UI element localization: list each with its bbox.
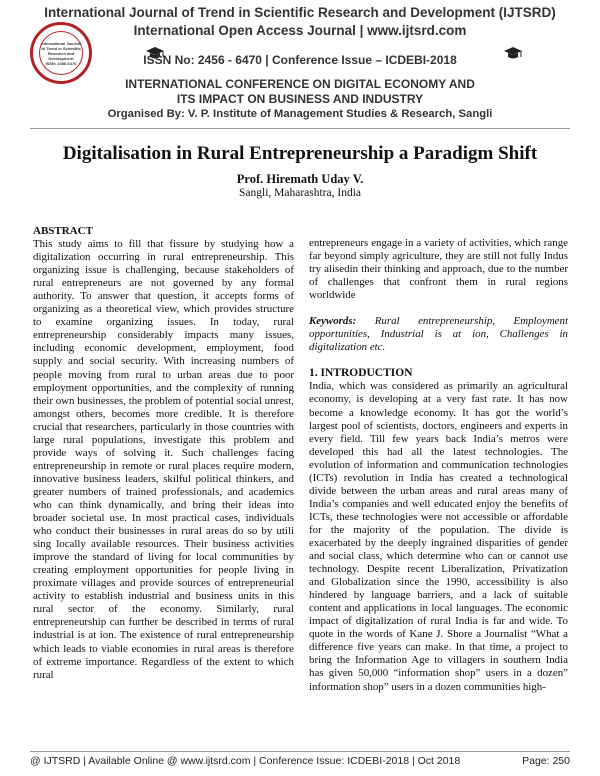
keywords-text: Rural entrepreneurship, Employment opportunities, Industrial is at ion, Challenges in digitalization etc.	[309, 315, 568, 354]
page-footer	[30, 755, 570, 767]
paper-title: Digitalisation in Rural Entrepreneurship a Paradigm Shift	[62, 143, 538, 164]
footer-citation: @ IJTSRD | Available Online @ www.ijtsrd.com | Conference Issue: ICDEBI-2018 | Oct 2018	[30, 755, 461, 767]
introduction-heading: 1. INTRODUCTION	[309, 367, 413, 380]
author-affiliation: Sangli, Maharashtra, India	[239, 187, 361, 199]
journal-subtitle: International Open Access Journal | www.ijtsrd.com	[133, 23, 467, 38]
paper-author: Prof. Hiremath Uday V.	[236, 172, 364, 186]
organiser-line: Organised By: V. P. Institute of Management Studies & Research, Sangli	[107, 108, 493, 120]
conference-title-line1: INTERNATIONAL CONFERENCE ON DIGITAL ECONOMY AND	[125, 77, 475, 91]
keywords	[309, 315, 568, 354]
right-column	[309, 237, 568, 694]
logo-text-1: International Journal	[41, 40, 81, 46]
logo-text-2: of Trend in Scientific	[41, 45, 81, 51]
journal-name: International Journal of Trend in Scientific Research and Development (IJTSRD)	[44, 5, 556, 20]
graduation-cap-icon	[503, 46, 523, 60]
logo-text-5: ISSN: 2456-6470	[45, 60, 77, 66]
issn-conference-line: ISSN No: 2456 - 6470 | Conference Issue – ICDEBI-2018	[143, 53, 457, 67]
introduction-text: India, which was considered as primarily an agricultural economy, is developing at a very fast rate. It has now become a knowledge economy. It has got the world’s largest pool of scientists, doctors, engineers and experts in every field. Till few years back India’s metros were developed this had all the latest technologies. The evolution of information and communication technologies (ICTs) revolution in India has created a technological divide between the urban areas and rural areas many of India’s companies and well educated enjoy the benefits of ICTs, these technologies were not accessible or affordable for the majority of the population. The divide is exacerbated by the deeply ingrained disparities of gender and social class, which determine who can or cannot use technology. Despite recent Liberalization, Privatization and Globalization since the 1990, accessibility is also hindered by language barriers, and a lack of suitable content and applications in local languages. The economic impact of digitalization of rural India is far and wide. To quote in the words of Kane J. Shore a Journalist “What a difference five years can make. In that time, a project to bring the Information Age to villagers in southern India has given 50,000 “information shop” users in a dozen” information shop” users in a dozen communities high-	[309, 380, 568, 693]
abstract-text: This study aims to fill that fissure by studying how a digitalization occurring in rural entrepreneurship. This organizing issue is challenging, because stakeholders of rural entrepreneurs are not governed by any formal authority. To answer that question, it accepts forms of organizing as a theoretical view, which provides structure to examine organizing issues. In today, rural entrepreneurship considerably impacts many issues, including economic development, employment, food supply and social security. With increasing numbers of people moving from rural to urban areas due to poor employment opportunities, and the complexity of running their own businesses, the problem of potential social unrest, amongst others, becomes more credible. It is therefore crucial that researchers, particularly in those countries with large rural populations, investigate this problem and provide ways of solving it. Such challenges facing entrepreneurship in remote or rural places require modern, innovative business leaders, skilful political thinkers, and greater numbers of trained professionals, and academics who can think dynamically, and bring their ideas into broader societal use. In most practical cases, individuals who conduct their businesses in rural areas do so by utili sing locally available resources. Their business activities improve the standard of living for local communities by creating employment opportunities for people living in proximate villages and provide sources of entrepreneurial activity to establish industrial and business units in this rural sector of the economy. Similarly, rural entrepreneurship can further be described in terms of rural industrial is at ion. The existence of rural entrepreneurship which leads to viable economies in rural areas is therefore of extreme importance. Regardless of the extent to which rural	[33, 238, 294, 681]
page-number: Page: 250	[522, 755, 570, 767]
abstract-heading: ABSTRACT	[33, 225, 93, 237]
logo-text-4: Development	[48, 55, 74, 61]
logo-text-3: Research and	[47, 50, 75, 56]
footer-divider	[30, 751, 570, 752]
abstract-continued: entrepreneurs engage in a variety of activities, which range far beyond simply agriculture, they are still not fully Indus try alisedin their thinking and approach, due to the number of challenges that confront them in rural regions worldwide	[309, 237, 568, 302]
left-column	[33, 225, 294, 682]
keywords-label: Keywords:	[309, 315, 357, 328]
header-divider	[30, 128, 570, 129]
journal-header	[0, 0, 600, 130]
conference-title	[0, 77, 600, 107]
conference-title-line2: ITS IMPACT ON BUSINESS AND INDUSTRY	[176, 92, 424, 106]
